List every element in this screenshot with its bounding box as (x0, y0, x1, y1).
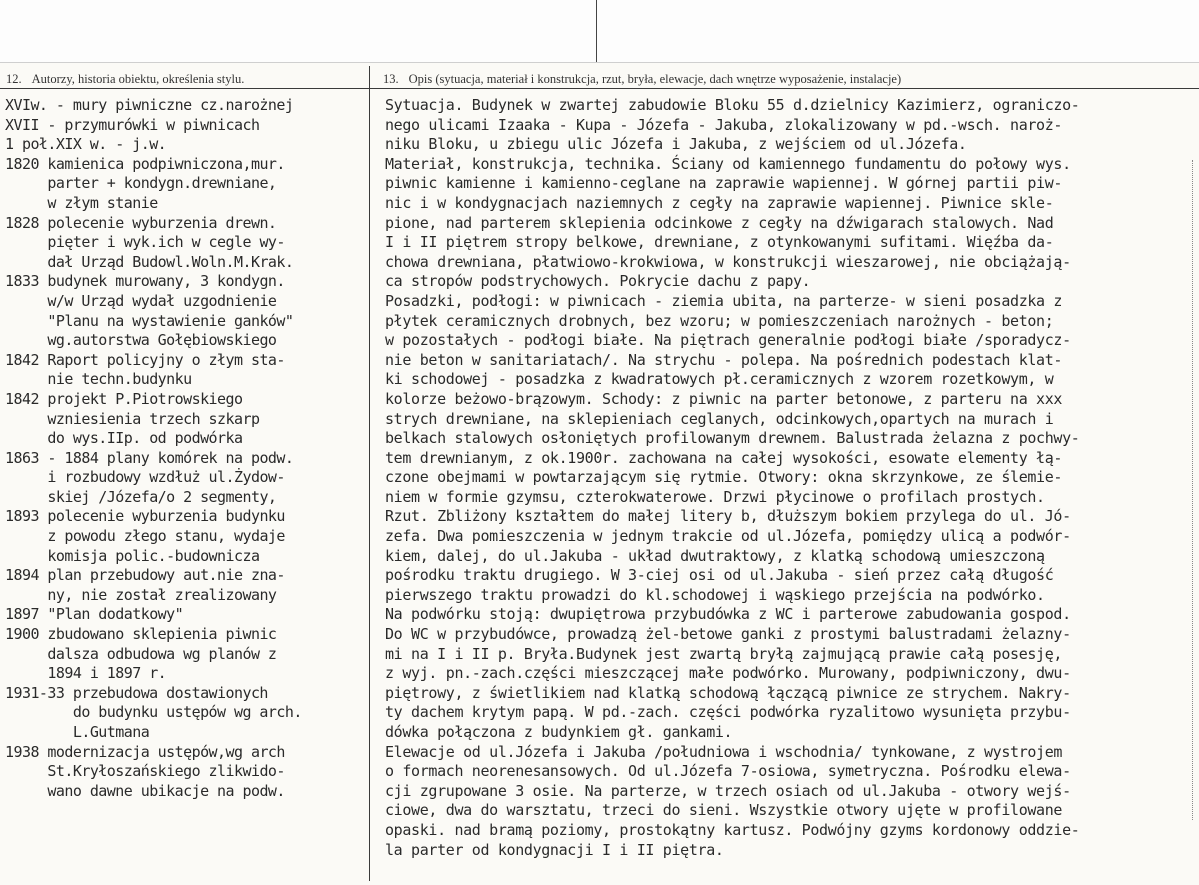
history-text-line: dalsza odbudowa wg planów z (47, 644, 277, 663)
description-line: Elewacje od ul.Józefa i Jakuba /południowa i wschodnia/ tynkowane, z wystrojem (385, 742, 1063, 761)
section-13-heading (383, 72, 901, 87)
history-text-line: modernizacja ustępów,wg arch (47, 742, 285, 761)
description-line: piwnic kamienne i kamienno-ceglane na zaprawie wapiennej. W górnej partii piw- (385, 174, 1063, 193)
history-text-line: z powodu złego stanu, wydaje (47, 527, 285, 546)
description-line: cji zgrupowane 3 osie. Na parterze, w trzech osiach od ul.Jakuba - otwory wejś- (385, 781, 1071, 800)
history-text (47, 390, 367, 449)
history-entry (5, 605, 367, 625)
history-text (56, 96, 367, 116)
history-text-line: L.Gutmana (72, 723, 150, 741)
history-text (47, 272, 367, 350)
history-year: 1820 (5, 154, 39, 173)
history-entry (5, 272, 367, 350)
history-text (47, 214, 367, 273)
history-entry (5, 684, 367, 743)
history-year: 1833 (5, 272, 39, 291)
history-year: 1842 (5, 350, 39, 369)
section-12-heading (6, 72, 244, 87)
description-line: Sytuacja. Budynek w zwartej zabudowie Bloku 55 d.dzielnicy Kazimierz, ograniczo- (385, 96, 1080, 114)
description-line: mi na I i II p. Bryła.Budynek jest zwartą bryłą zajmującą prawie całą posesję, (385, 644, 1063, 663)
history-text-line: "Planu na wystawienie ganków" (47, 311, 294, 330)
history-entry (5, 566, 367, 605)
history-entry (5, 155, 367, 214)
history-text-line: wzniesienia trzech szkarp (47, 409, 260, 428)
history-year: 1828 (5, 213, 39, 232)
history-text-line: Raport policyjny o złym sta- (47, 350, 285, 369)
history-text-line: skiej /Józefa/o 2 segmenty, (47, 487, 277, 506)
description-line: Na podwórku stoją: dwupiętrowa przybudówka z WC i parterowe zabudowania gospod. (385, 605, 1071, 624)
description-line: ki schodowej - posadzka z kwadratowych pł.ceramicznych z wzorem rozetkowym, w (385, 370, 1054, 389)
history-text-line: przebudowa dostawionych (72, 683, 268, 702)
description-line: Do WC w przybudówce, prowadzą żel-betowe ganki z prostymi balustradami żelazny- (385, 625, 1071, 644)
history-year: XVIw. (5, 96, 48, 114)
history-text (47, 566, 367, 605)
history-text-line: "Plan dodatkowy" (47, 605, 184, 624)
history-entry (5, 116, 367, 136)
history-text-line: parter + kondygn.drewniane, (47, 174, 277, 193)
history-entry (5, 390, 367, 449)
history-entry (5, 507, 367, 566)
description-line: Posadzki, podłogi: w piwnicach - ziemia ubita, na parterze- w sieni posadzka z (385, 291, 1063, 310)
scan-top-margin (0, 0, 1199, 63)
column-divider (369, 66, 370, 881)
history-text-line: St.Kryłoszańskiego zlikwido- (47, 762, 285, 781)
section-13-number: 13. (383, 72, 399, 86)
history-year: XVII (5, 115, 39, 134)
description-line: ciowe, dwa do warsztatu, trzeci do sieni. Wszystkie otwory ujęte w profilowane (385, 801, 1063, 820)
history-text-line: polecenie wyburzenia drewn. (47, 213, 277, 232)
description-line: Rzut. Zbliżony kształtem do małej litery b, dłuższym bokiem przylega do ul. Jó- (385, 507, 1071, 526)
description-line: nego ulicami Izaaka - Kupa - Józefa - Jakuba, zlokalizowany w pd.-wsch. naroż- (385, 115, 1063, 134)
history-entry (5, 135, 367, 155)
description-line: la parter od kondygnacji I i II piętra. (385, 840, 724, 859)
history-text-line: nie techn.budynku (47, 370, 192, 389)
description-line: ca stropów podstrychowych. Pokrycie dachu z papy. (385, 272, 811, 291)
history-text (47, 743, 367, 802)
history-text (115, 135, 367, 155)
history-entry (5, 449, 367, 508)
description-line: pośrodku traktu drugiego. W 3-ciej osi od ul.Jakuba - sień przez całą długość (385, 566, 1054, 585)
history-year: 1897 (5, 605, 39, 624)
description-line: niem w formie gzymsu, czterokwaterowe. Drzwi płycinowe o profilach prostych. (385, 487, 1045, 506)
history-text-line: - przymurówki w piwnicach (47, 115, 260, 134)
history-text-line: - mury piwniczne cz.narożnej (55, 96, 294, 114)
description-line: dówka połączona z budynkiem gł. gankami. (385, 723, 733, 741)
section-12-number: 12. (6, 72, 22, 86)
description-line: ty dachem krytym papą. W pd.-zach. części podwórka ryzalitowo wysunięta przybu- (385, 703, 1071, 722)
history-text-line: - j.w. (115, 135, 167, 154)
description-line: chowa drewniana, płatwiowo-krokwiowa, w konstrukcji wieszarowej, nie obciążają- (385, 252, 1071, 271)
history-text (47, 625, 367, 684)
history-text-line: w złym stanie (47, 193, 158, 212)
history-year: 1893 (5, 507, 39, 526)
history-year: 1931-33 (5, 683, 65, 702)
description-line: strych drewniane, na sklepieniach ceglanych, odcinkowych,opartych na murach i (385, 409, 1054, 428)
history-text-line: dał Urząd Budowl.Woln.M.Krak. (47, 252, 294, 271)
history-text-line: i rozbudowy wzdłuż ul.Żydow- (47, 468, 285, 487)
history-text (47, 351, 367, 390)
description-line: zefa. Dwa pomieszczenia w jednym trakcie od ul.Józefa, pomiędzy ulicą a podwór- (385, 527, 1071, 546)
header-rule (0, 88, 1199, 89)
history-year: 1 poł.XIX w. (5, 135, 107, 154)
description-line: czone obejmami w powtarzającym się rytmie. Otwory: okna skrzynkowe, ze ślemie- (385, 468, 1063, 487)
history-text-line: komisja polic.-budownicza (47, 546, 260, 565)
description-line: w pozostałych - podłogi białe. Na piętrach generalnie podłogi białe /sporadycz- (385, 331, 1071, 350)
history-text-line: w/w Urząd wydał uzgodnienie (47, 291, 277, 310)
section-12-title: Autorzy, historia obiektu, określenia stylu. (31, 72, 245, 86)
history-text (47, 605, 367, 625)
history-entry (5, 625, 367, 684)
history-text-line: wano dawne ubikacje na podw. (47, 781, 285, 800)
description-line: płytek ceramicznych drobnych, bez wzoru; w pomieszczeniach narożnych - beton; (385, 311, 1054, 330)
history-list (5, 96, 367, 801)
history-text (47, 449, 367, 508)
history-year: 1894 (5, 566, 39, 585)
description-line: Materiał, konstrukcja, technika. Ściany od kamiennego fundamentu do połowy wys. (385, 154, 1071, 173)
history-text-line: do wys.IIp. od podwórka (47, 429, 243, 448)
form-column-tick (596, 0, 597, 62)
history-text-line: - 1884 plany komórek na podw. (47, 448, 294, 467)
history-text-line: wg.autorstwa Gołębiowskiego (47, 331, 277, 350)
history-entry (5, 214, 367, 273)
history-text-line: budynek murowany, 3 kondygn. (47, 272, 285, 291)
history-text-line: zbudowano sklepienia piwnic (47, 625, 277, 644)
history-text-line: plan przebudowy aut.nie zna- (47, 566, 285, 585)
history-entry (5, 351, 367, 390)
description-line: pione, nad parterem sklepienia odcinkowe z cegły na dźwigarach stalowych. Nad (385, 213, 1054, 232)
history-entry (5, 743, 367, 802)
description-line: nic i w kondygnacjach naziemnych z cegły na zaprawie wapiennej. Piwnice skle- (385, 193, 1054, 212)
history-year: 1900 (5, 625, 39, 644)
history-text-line: projekt P.Piotrowskiego (47, 389, 243, 408)
description-line: opaski. nad bramą poziomy, prostokątny kartusz. Podwójny gzyms kordonowy oddzie- (385, 820, 1080, 839)
description-text (385, 96, 1190, 860)
description-line: z wyj. pn.-zach.części mieszczącej małe podwórko. Murowany, podpiwniczony, dwu- (385, 664, 1071, 683)
history-entry (5, 96, 367, 116)
section-13-title: Opis (sytuacja, materiał i konstrukcja, rzut, bryła, elewacje, dach wnętrze wyposażenie, instalacje) (408, 72, 902, 86)
history-year: 1842 (5, 389, 39, 408)
history-text (47, 116, 367, 136)
history-text-line: polecenie wyburzenia budynku (47, 507, 285, 526)
history-year: 1938 (5, 742, 39, 761)
description-line: tem drewnianym, z ok.1900r. zachowana na całej wysokości, esowate elementy łą- (385, 448, 1063, 467)
description-line: belkach stalowych osłoniętych profilowanym drewnem. Balustrada żelazna z pochwy- (385, 429, 1080, 448)
description-line: I i II piętrem stropy belkowe, drewniane, z otynkowanymi sufitami. Więźba da- (385, 233, 1054, 252)
history-text-line: do budynku ustępów wg arch. (72, 703, 302, 722)
description-line: kolorze beżowo-brązowym. Schody: z piwnic na parter betonowe, z parteru na xxx (385, 389, 1063, 408)
history-year: 1863 (5, 448, 39, 467)
description-line: pierwszego traktu prowadzi do kl.schodowej i wąskiego przejścia na podwórko. (385, 585, 1045, 604)
description-line: o formach neorenesansowych. Od ul.Józefa 7-osiowa, symetryczna. Pośrodku elewa- (385, 762, 1071, 781)
description-line: kiem, dalej, do ul.Jakuba - układ dwutraktowy, z klatką schodową umieszczoną (385, 546, 1045, 565)
history-text-line: ny, nie został zrealizowany (47, 585, 277, 604)
description-line: nie beton w sanitariatach/. Na strychu - polepa. Na pośrednich podestach klat- (385, 350, 1063, 369)
scan-edge (1190, 160, 1193, 820)
history-text-line: 1894 i 1897 r. (47, 664, 167, 683)
history-text (47, 155, 367, 214)
history-text (47, 507, 367, 566)
history-text (73, 684, 367, 743)
history-text-line: kamienica podpiwniczona,mur. (47, 154, 285, 173)
description-line: piętrowy, z świetlikiem nad klatką schodową łączącą piwnice ze strychem. Nakry- (385, 683, 1071, 702)
description-line: niku Bloku, u zbiegu ulic Józefa i Jakuba, z wejściem od ul.Józefa. (385, 135, 967, 154)
history-text-line: pięter i wyk.ich w cegle wy- (47, 233, 285, 252)
